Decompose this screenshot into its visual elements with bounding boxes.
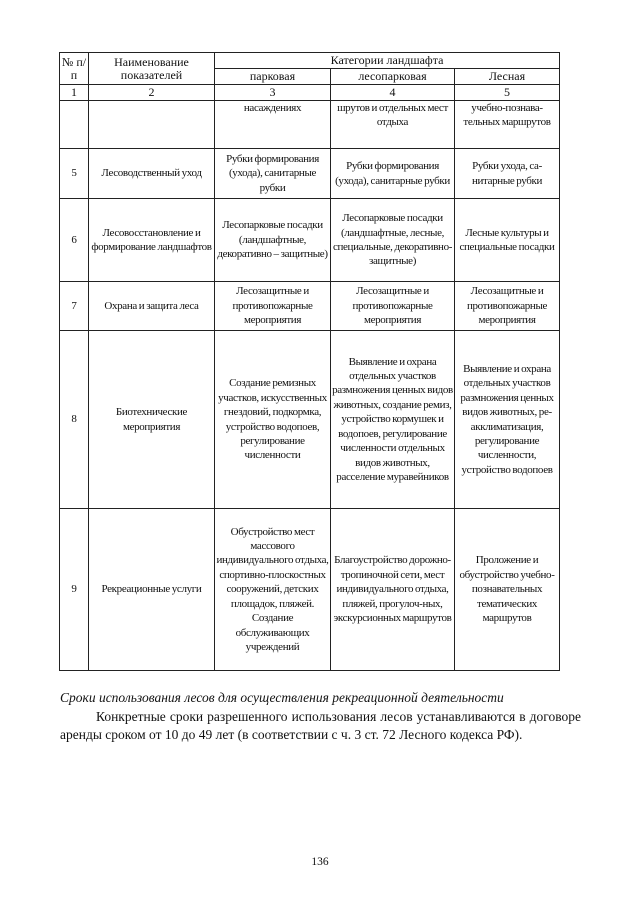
table-row: [60, 149, 560, 199]
row-name: Рекреационные услуги: [89, 509, 215, 671]
landscape-measures-table: [59, 52, 560, 671]
row-forest-park: Лесопарковые посадки (ландшафтные, лесные, специальные, декоративно-защитные): [331, 199, 455, 282]
row-num: 5: [60, 149, 89, 199]
row-forest: учебно-познава-тельных маршрутов: [455, 101, 560, 149]
header-name: Наименование показателей: [89, 53, 215, 85]
row-park: Лесозащитные и противопожарные мероприятия: [215, 282, 331, 331]
header-park: парковая: [215, 69, 331, 85]
table-row: [60, 101, 560, 149]
row-num: 6: [60, 199, 89, 282]
row-forest: Проложение и обустройство учебно-познавательных тематических маршрутов: [455, 509, 560, 671]
row-num: [60, 101, 89, 149]
row-park: Рубки формирования (ухода), санитарные рубки: [215, 149, 331, 199]
row-name: Биотехнические мероприятия: [89, 331, 215, 509]
header-forest-park: лесопарковая: [331, 69, 455, 85]
row-forest-park: Благоустройство дорожно-тропиночной сети, мест индивидуального отдыха, пляжей, прогулоч-ных, экскурсионных маршрутов: [331, 509, 455, 671]
table-row: [60, 199, 560, 282]
row-num: 9: [60, 509, 89, 671]
header-category: Категории ландшафта: [215, 53, 560, 69]
row-num: 7: [60, 282, 89, 331]
table-row: [60, 509, 560, 671]
row-name: [89, 101, 215, 149]
row-forest-park: шрутов и отдельных мест отдыха: [331, 101, 455, 149]
colnum-1: 1: [60, 85, 89, 101]
row-name: Охрана и защита леса: [89, 282, 215, 331]
table-row: [60, 331, 560, 509]
section-caption: Сроки использования лесов для осуществления рекреационной деятельности: [60, 690, 504, 705]
row-num: 8: [60, 331, 89, 509]
colnum-3: 3: [215, 85, 331, 101]
row-park: Обустройство мест массового индивидуального отдыха, спортивно-плоскостных сооружений, детских площадок, пляжей. Создание обслуживающих учреждений: [215, 509, 331, 671]
header-num: № п/п: [60, 53, 89, 85]
colnum-2: 2: [89, 85, 215, 101]
row-park: Лесопарковые посадки (ландшафтные, декоративно – защитные): [215, 199, 331, 282]
row-forest: Лесозащитные и противопожарные мероприятия: [455, 282, 560, 331]
row-name: Лесовосстановление и формирование ландшафтов: [89, 199, 215, 282]
body-paragraph: Конкретные сроки разрешенного использования лесов устанавливаются в договоре аренды сроком от 10 до 49 лет (в соответствии с ч. 3 ст. 72 Лесного кодекса РФ).: [60, 709, 581, 742]
colnum-4: 4: [331, 85, 455, 101]
table-row: [60, 282, 560, 331]
row-park: насаждениях: [215, 101, 331, 149]
row-forest-park: Выявление и охрана отдельных участков размножения ценных видов животных, создание ремиз, устройство кормушек и водопоев, регулирование численности отдельных видов животных, расселение муравейников: [331, 331, 455, 509]
row-forest-park: Лесозащитные и противопожарные мероприятия: [331, 282, 455, 331]
row-park: Создание ремизных участков, искусственных гнездовий, подкормка, устройство водопоев, регулирование численности: [215, 331, 331, 509]
header-forest: Лесная: [455, 69, 560, 85]
row-forest: Лесные культуры и специальные посадки: [455, 199, 560, 282]
row-forest-park: Рубки формирования (ухода), санитарные рубки: [331, 149, 455, 199]
row-name: Лесоводственный уход: [89, 149, 215, 199]
colnum-5: 5: [455, 85, 560, 101]
row-forest: Выявление и охрана отдельных участков размножения ценных видов животных, ре-акклиматизация, регулирование численности, устройство водопоев: [455, 331, 560, 509]
row-forest: Рубки ухода, са-нитарные рубки: [455, 149, 560, 199]
column-number-row: [60, 85, 560, 101]
page-number: 136: [311, 856, 329, 868]
